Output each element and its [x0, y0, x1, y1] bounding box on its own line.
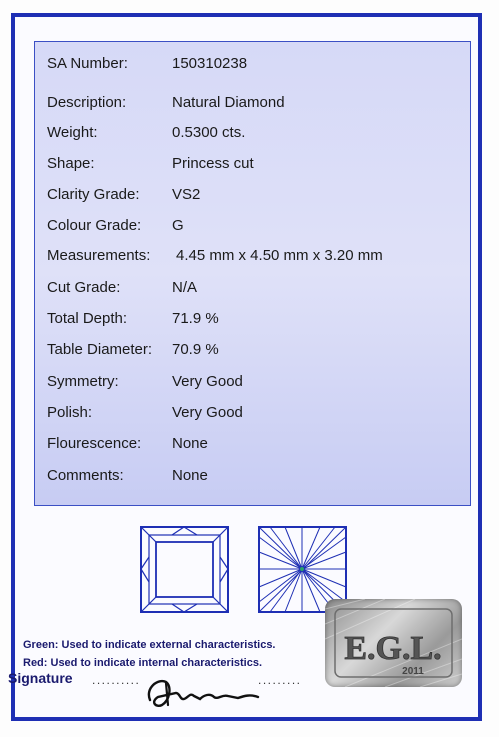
field-label: Cut Grade: — [47, 279, 121, 296]
field-value: N/A — [172, 279, 198, 296]
field-value: VS2 — [172, 186, 201, 203]
field-value: G — [172, 217, 184, 234]
field-label: Description: — [47, 94, 127, 111]
seal-logo-text: E.G.L. — [344, 630, 442, 667]
field-label: Comments: — [47, 467, 124, 484]
crown-view-diagram — [141, 527, 228, 612]
field-label: Shape: — [47, 155, 95, 172]
field-value: Very Good — [172, 404, 243, 421]
field-label: Measurements: — [47, 247, 151, 264]
field-value: 150310238 — [172, 55, 248, 72]
signature-line-right: ......... — [258, 673, 302, 687]
field-label: Table Diameter: — [47, 341, 153, 358]
field-value: Natural Diamond — [172, 94, 285, 111]
field-label: Flourescence: — [47, 435, 142, 452]
field-value: Princess cut — [172, 155, 254, 172]
field-label: Weight: — [47, 124, 98, 141]
field-label: Polish: — [47, 404, 93, 421]
field-label: SA Number: — [47, 55, 128, 72]
seal-year-text: 2011 — [402, 666, 424, 677]
seal-graphic — [325, 599, 462, 687]
field-value: 71.9 % — [172, 310, 219, 327]
egl-hologram-seal-icon — [325, 599, 462, 687]
signature-line-left: .......... — [92, 673, 141, 687]
field-label: Clarity Grade: — [47, 186, 140, 203]
field-value: None — [172, 435, 208, 452]
legend-red: Red: Used to indicate internal characteristics. — [23, 657, 263, 669]
legend-green: Green: Used to indicate external characteristics. — [23, 639, 276, 651]
field-label: Symmetry: — [47, 373, 119, 390]
field-value: 4.45 mm x 4.50 mm x 3.20 mm — [176, 247, 383, 264]
field-value: 70.9 % — [172, 341, 219, 358]
field-value: Very Good — [172, 373, 243, 390]
field-value: 0.5300 cts. — [172, 124, 246, 141]
field-value: None — [172, 467, 208, 484]
signature-label: Signature — [8, 670, 73, 686]
field-label: Total Depth: — [47, 310, 128, 327]
field-label: Colour Grade: — [47, 217, 142, 234]
seal-lettering — [344, 630, 441, 677]
